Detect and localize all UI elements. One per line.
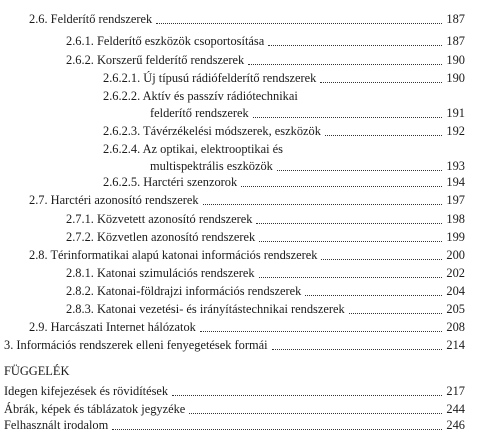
toc-entry-title: 2.6.2.3. Távérzékelési módszerek, eszközök	[103, 124, 321, 138]
dot-leader	[253, 106, 443, 118]
toc-entry-title: 2.7.2. Közvetlen azonosító rendszerek	[66, 230, 256, 244]
dot-leader	[320, 71, 442, 83]
toc-entry-title: felderítő rendszerek	[150, 106, 249, 120]
toc-entry-page: 190	[446, 53, 465, 67]
toc-entry-page: 244	[446, 402, 465, 416]
toc-entry-page: 200	[446, 248, 465, 262]
toc-entry-title-line1: 2.6.2.2. Aktív és passzív rádiótechnikai	[103, 89, 298, 103]
toc-entry	[0, 320, 465, 335]
dot-leader	[259, 266, 443, 278]
toc-entry-page: 199	[446, 230, 465, 244]
toc-entry-page: 193	[446, 159, 465, 173]
toc-entry	[0, 418, 465, 433]
toc-entry	[0, 175, 465, 190]
toc-entry-page: 214	[446, 338, 465, 352]
toc-entry	[0, 384, 465, 399]
toc-entry-page: 194	[446, 175, 465, 189]
toc-entry-title: 2.6.2.1. Új típusú rádiófelderítő rendszerek	[103, 71, 317, 85]
dot-leader	[241, 175, 442, 187]
toc-entry	[0, 248, 465, 263]
dot-leader	[349, 302, 443, 314]
toc-entry-title: 2.6.2. Korszerű felderítő rendszerek	[66, 53, 245, 67]
toc-entry-page: 190	[446, 71, 465, 85]
toc-entry	[0, 12, 465, 27]
dot-leader	[248, 53, 442, 65]
dot-leader	[268, 34, 442, 46]
toc-entry	[0, 266, 465, 281]
toc-entry-page: 208	[446, 320, 465, 334]
dot-leader	[172, 384, 442, 396]
toc-entry-title: multispektrális eszközök	[150, 159, 273, 173]
dot-leader	[259, 230, 442, 242]
toc-entry-title: Ábrák, képek és táblázatok jegyzéke	[4, 402, 186, 416]
toc-entry	[0, 302, 465, 317]
toc-entry	[0, 338, 465, 353]
dot-leader	[112, 418, 442, 430]
toc-entry-page: 197	[446, 193, 465, 207]
toc-entry-page: 187	[446, 34, 465, 48]
dot-leader	[272, 338, 443, 350]
toc-entry-title-line1: 2.6.2.4. Az optikai, elektrooptikai és	[103, 142, 283, 156]
toc-entry-title: 2.6.1. Felderítő eszközök csoportosítása	[66, 34, 265, 48]
toc-entry-page: 217	[446, 384, 465, 398]
toc-entry-page: 198	[446, 212, 465, 226]
toc-entry-page: 187	[446, 12, 465, 26]
toc-entry-page: 191	[446, 106, 465, 120]
dot-leader	[325, 124, 443, 136]
toc-entry	[0, 159, 465, 174]
toc-entry	[0, 124, 465, 139]
toc-entry	[0, 53, 465, 68]
toc-entry-title: 2.8. Térinformatikai alapú katonai információs rendszerek	[29, 248, 318, 262]
toc-entry-title: Idegen kifejezések és rövidítések	[4, 384, 169, 398]
toc-entry	[0, 71, 465, 86]
toc-entry-page: 202	[446, 266, 465, 280]
toc-entry-title: 2.7.1. Közvetett azonosító rendszerek	[66, 212, 253, 226]
toc-entry	[0, 34, 465, 49]
toc-entry	[0, 284, 465, 299]
toc-entry	[0, 106, 465, 121]
toc-entry-title: 2.8.3. Katonai vezetési- és irányítástechnikai rendszerek	[66, 302, 345, 316]
toc-entry-page: 204	[446, 284, 465, 298]
dot-leader	[203, 193, 443, 205]
toc-entry	[0, 193, 465, 208]
dot-leader	[321, 248, 442, 260]
toc-entry-page: 192	[446, 124, 465, 138]
appendix-heading: FÜGGELÉK	[4, 364, 70, 378]
dot-leader	[256, 212, 442, 224]
toc-entry-title: 2.6.2.5. Harctéri szenzorok	[103, 175, 238, 189]
dot-leader	[305, 284, 442, 296]
toc-entry	[0, 212, 465, 227]
toc-entry-title: 3. Információs rendszerek elleni fenyegetések formái	[4, 338, 268, 352]
dot-leader	[200, 320, 443, 332]
toc-entry-page: 205	[446, 302, 465, 316]
dot-leader	[277, 159, 443, 171]
toc-entry-page: 246	[446, 418, 465, 432]
toc-entry-title: 2.6. Felderítő rendszerek	[29, 12, 153, 26]
toc-entry-title: 2.7. Harctéri azonosító rendszerek	[29, 193, 199, 207]
dot-leader	[156, 12, 442, 24]
toc-entry	[0, 402, 465, 417]
toc-entry-title: 2.8.1. Katonai szimulációs rendszerek	[66, 266, 255, 280]
dot-leader	[189, 402, 442, 414]
toc-entry-title: Felhasznált irodalom	[4, 418, 109, 432]
toc-entry-title: 2.9. Harcászati Internet hálózatok	[29, 320, 196, 334]
toc-entry-title: 2.8.2. Katonai-földrajzi információs rendszerek	[66, 284, 302, 298]
toc-entry	[0, 230, 465, 245]
